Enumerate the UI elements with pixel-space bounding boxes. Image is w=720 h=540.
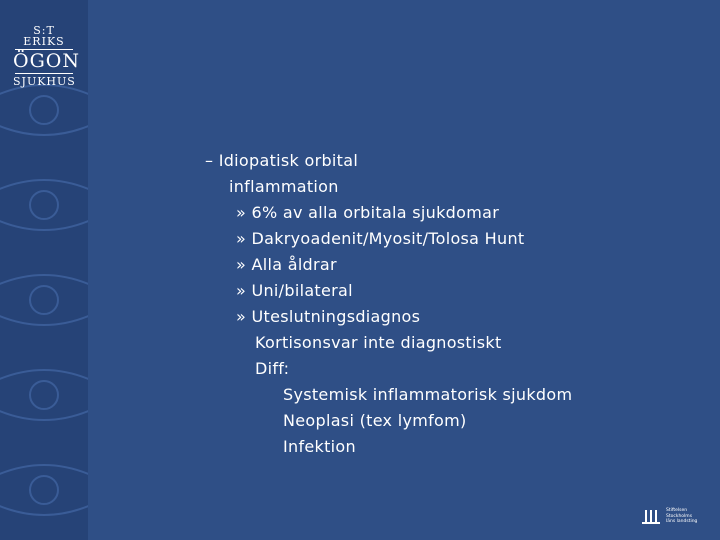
county-council-logo [642,508,704,526]
slide-content [205,148,572,460]
bullet-text: Uteslutningsdiagnos [251,307,421,326]
logo-line-2: ÖGON [13,50,80,72]
diff-item: Neoplasi (tex lymfom) [283,411,467,430]
dash-marker: – [205,151,214,170]
bullet-marker: » [236,307,247,326]
county-council-mark-icon [642,508,660,526]
sidebar-panel [0,0,88,540]
bullet-text: Alla åldrar [251,255,337,274]
logo-rule [15,73,73,74]
bullet-marker: » [236,255,247,274]
org-line: Stockholms [666,513,693,519]
heading-line-continued: inflammation [229,177,339,196]
bullet-text: 6% av alla orbitala sjukdomar [251,203,500,222]
logo-line-3: SJUKHUS [13,75,76,88]
bullet-marker: » [236,203,247,222]
diff-item: Infektion [283,437,356,456]
bullet-marker: » [236,229,247,248]
bullet-text: Uni/bilateral [251,281,353,300]
org-line: läns landsting [666,519,698,524]
heading-line [205,148,572,174]
bullet-item [205,200,572,226]
bullet-item [205,304,572,330]
diff-label: Diff: [255,359,290,378]
hospital-logo [13,24,80,88]
org-line: Stiftelsen [666,508,688,513]
bullet-item [205,226,572,252]
bullet-marker: » [236,281,247,300]
bullet-text: Dakryoadenit/Myosit/Tolosa Hunt [251,229,525,248]
logo-line-1: S:T ERIKS [23,24,65,48]
note-text: Kortisonsvar inte diagnostiskt [255,333,502,352]
bullet-item [205,252,572,278]
diff-item: Systemisk inflammatorisk sjukdom [283,385,573,404]
county-council-name [666,508,697,525]
bullet-item [205,278,572,304]
heading-text: Idiopatisk orbital [218,151,359,170]
